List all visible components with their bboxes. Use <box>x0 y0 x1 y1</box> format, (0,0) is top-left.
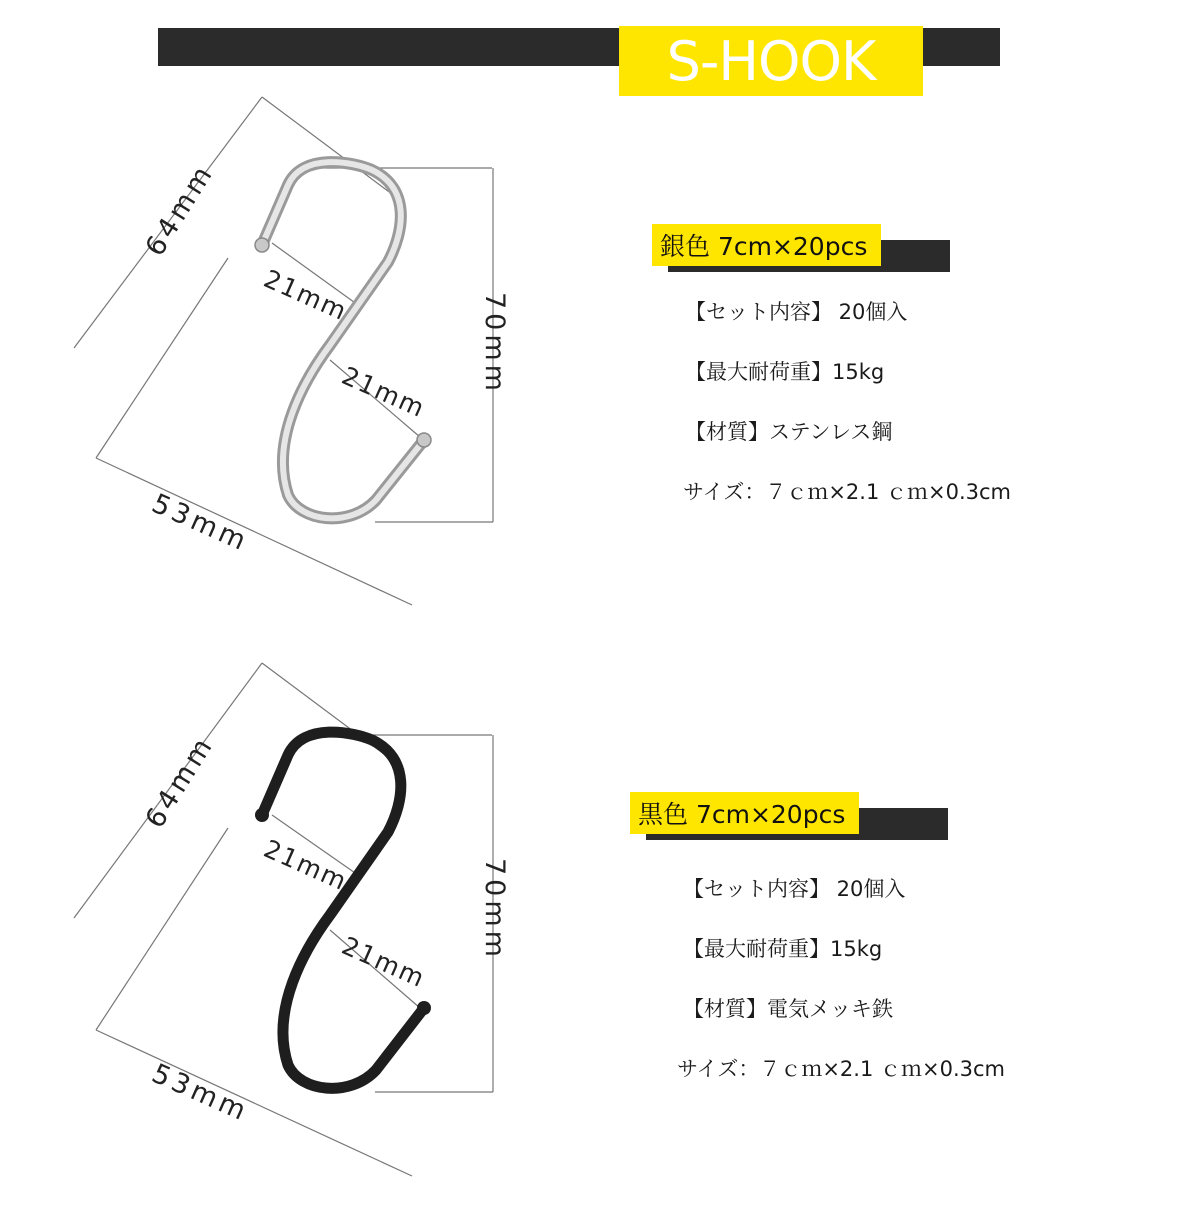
silver-height-label: 70mm <box>479 292 510 395</box>
black-width-bottom-label: 53mm <box>147 1058 254 1129</box>
spec-max-load: 【最大耐荷重】15kg <box>685 360 885 384</box>
spec-set-contents: 【セット内容】 20個入 <box>685 300 908 324</box>
dimension-lines <box>74 663 493 1176</box>
silver-gap-upper-label: 21mm <box>259 263 353 327</box>
spec-size: サイズ：７ｃｍ×2.1 ｃｍ×0.3cm <box>677 1057 1005 1081</box>
silver-hook-diagram <box>0 80 560 640</box>
black-gap-lower-label: 21mm <box>337 930 431 994</box>
black-variant-panel <box>630 792 930 842</box>
spec-material: 【材質】電気メッキ鉄 <box>683 997 893 1021</box>
black-gap-upper-label: 21mm <box>259 833 353 897</box>
page-title: S-HOOK <box>666 29 876 93</box>
silver-gap-lower-label: 21mm <box>337 360 431 424</box>
black-height-label: 70mm <box>479 858 510 961</box>
dimension-lines <box>74 97 493 605</box>
black-width-top-label: 64mm <box>139 729 221 834</box>
silver-variant-panel <box>652 224 932 274</box>
black-hook-diagram <box>0 650 560 1210</box>
variant-label-silver: 銀色 7cm×20pcs <box>652 224 881 266</box>
black-hook-icon <box>259 732 424 1088</box>
spec-material: 【材質】ステンレス鋼 <box>685 420 893 444</box>
header-title-box <box>619 26 923 96</box>
silver-width-top-label: 64mm <box>139 157 221 262</box>
spec-size: サイズ：７ｃｍ×2.1 ｃｍ×0.3cm <box>683 480 1011 504</box>
spec-set-contents: 【セット内容】 20個入 <box>683 877 906 901</box>
spec-max-load: 【最大耐荷重】15kg <box>683 937 883 961</box>
silver-width-bottom-label: 53mm <box>147 488 254 559</box>
variant-label-black: 黒色 7cm×20pcs <box>630 792 859 834</box>
